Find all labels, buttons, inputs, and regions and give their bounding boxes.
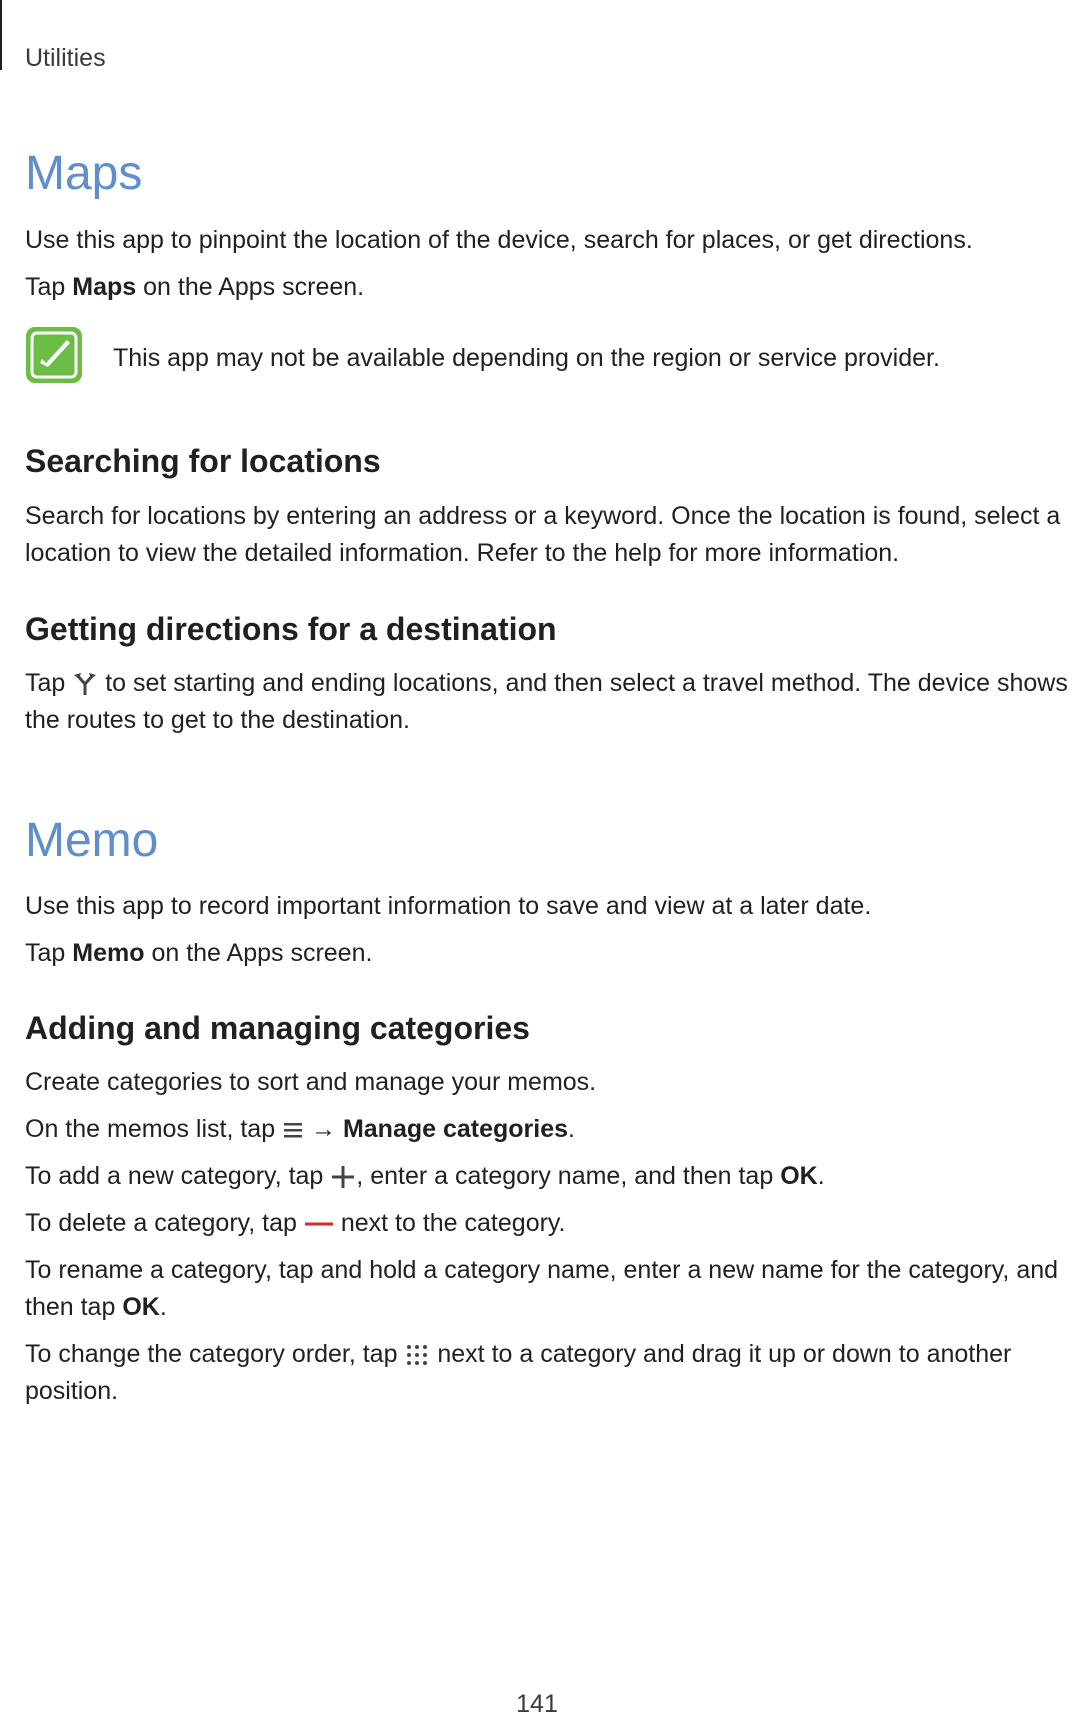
reorder-category-instruction: To change the category order, tap next to a category and drag it up or down to another position. [25,1340,1012,1405]
searching-heading: Searching for locations [25,443,381,479]
add-category-instruction: To add a new category, tap , enter a category name, and then tap OK. [25,1162,825,1190]
menu-icon [282,1119,304,1141]
searching-text: Search for locations by entering an address or a keyword. Once the location is found, select a location to view the detailed information. Refer to the help for more information. [25,502,1061,567]
delete-icon [304,1214,334,1234]
directions-text: Tap to set starting and ending locations, and then select a travel method. The device shows the routes to get to the destination. [25,669,1068,734]
section-label: Utilities [25,44,106,72]
directions-icon [72,671,98,697]
add-icon [330,1164,356,1190]
manage-categories-instruction: On the memos list, tap → Manage categories. [25,1115,575,1143]
maps-title: Maps [25,147,143,200]
memo-title: Memo [25,814,159,867]
corner-rule [0,0,2,70]
maps-tap-instruction: Tap Maps on the Apps screen. [25,273,365,301]
page-number: 141 [516,1690,558,1718]
note-icon [24,325,84,385]
maps-note: This app may not be available depending on the region or service provider. [113,344,940,372]
memo-tap-instruction: Tap Memo on the Apps screen. [25,939,373,967]
categories-heading: Adding and managing categories [25,1010,530,1046]
maps-intro: Use this app to pinpoint the location of the device, search for places, or get directions. [25,226,973,254]
memo-intro: Use this app to record important information to save and view at a later date. [25,892,872,920]
categories-create-text: Create categories to sort and manage your memos. [25,1068,597,1096]
rename-category-instruction: To rename a category, tap and hold a category name, enter a new name for the category, and then tap OK. [25,1256,1059,1321]
directions-heading: Getting directions for a destination [25,611,557,647]
reorder-handle-icon [404,1342,430,1368]
delete-category-instruction: To delete a category, tap next to the category. [25,1209,566,1237]
